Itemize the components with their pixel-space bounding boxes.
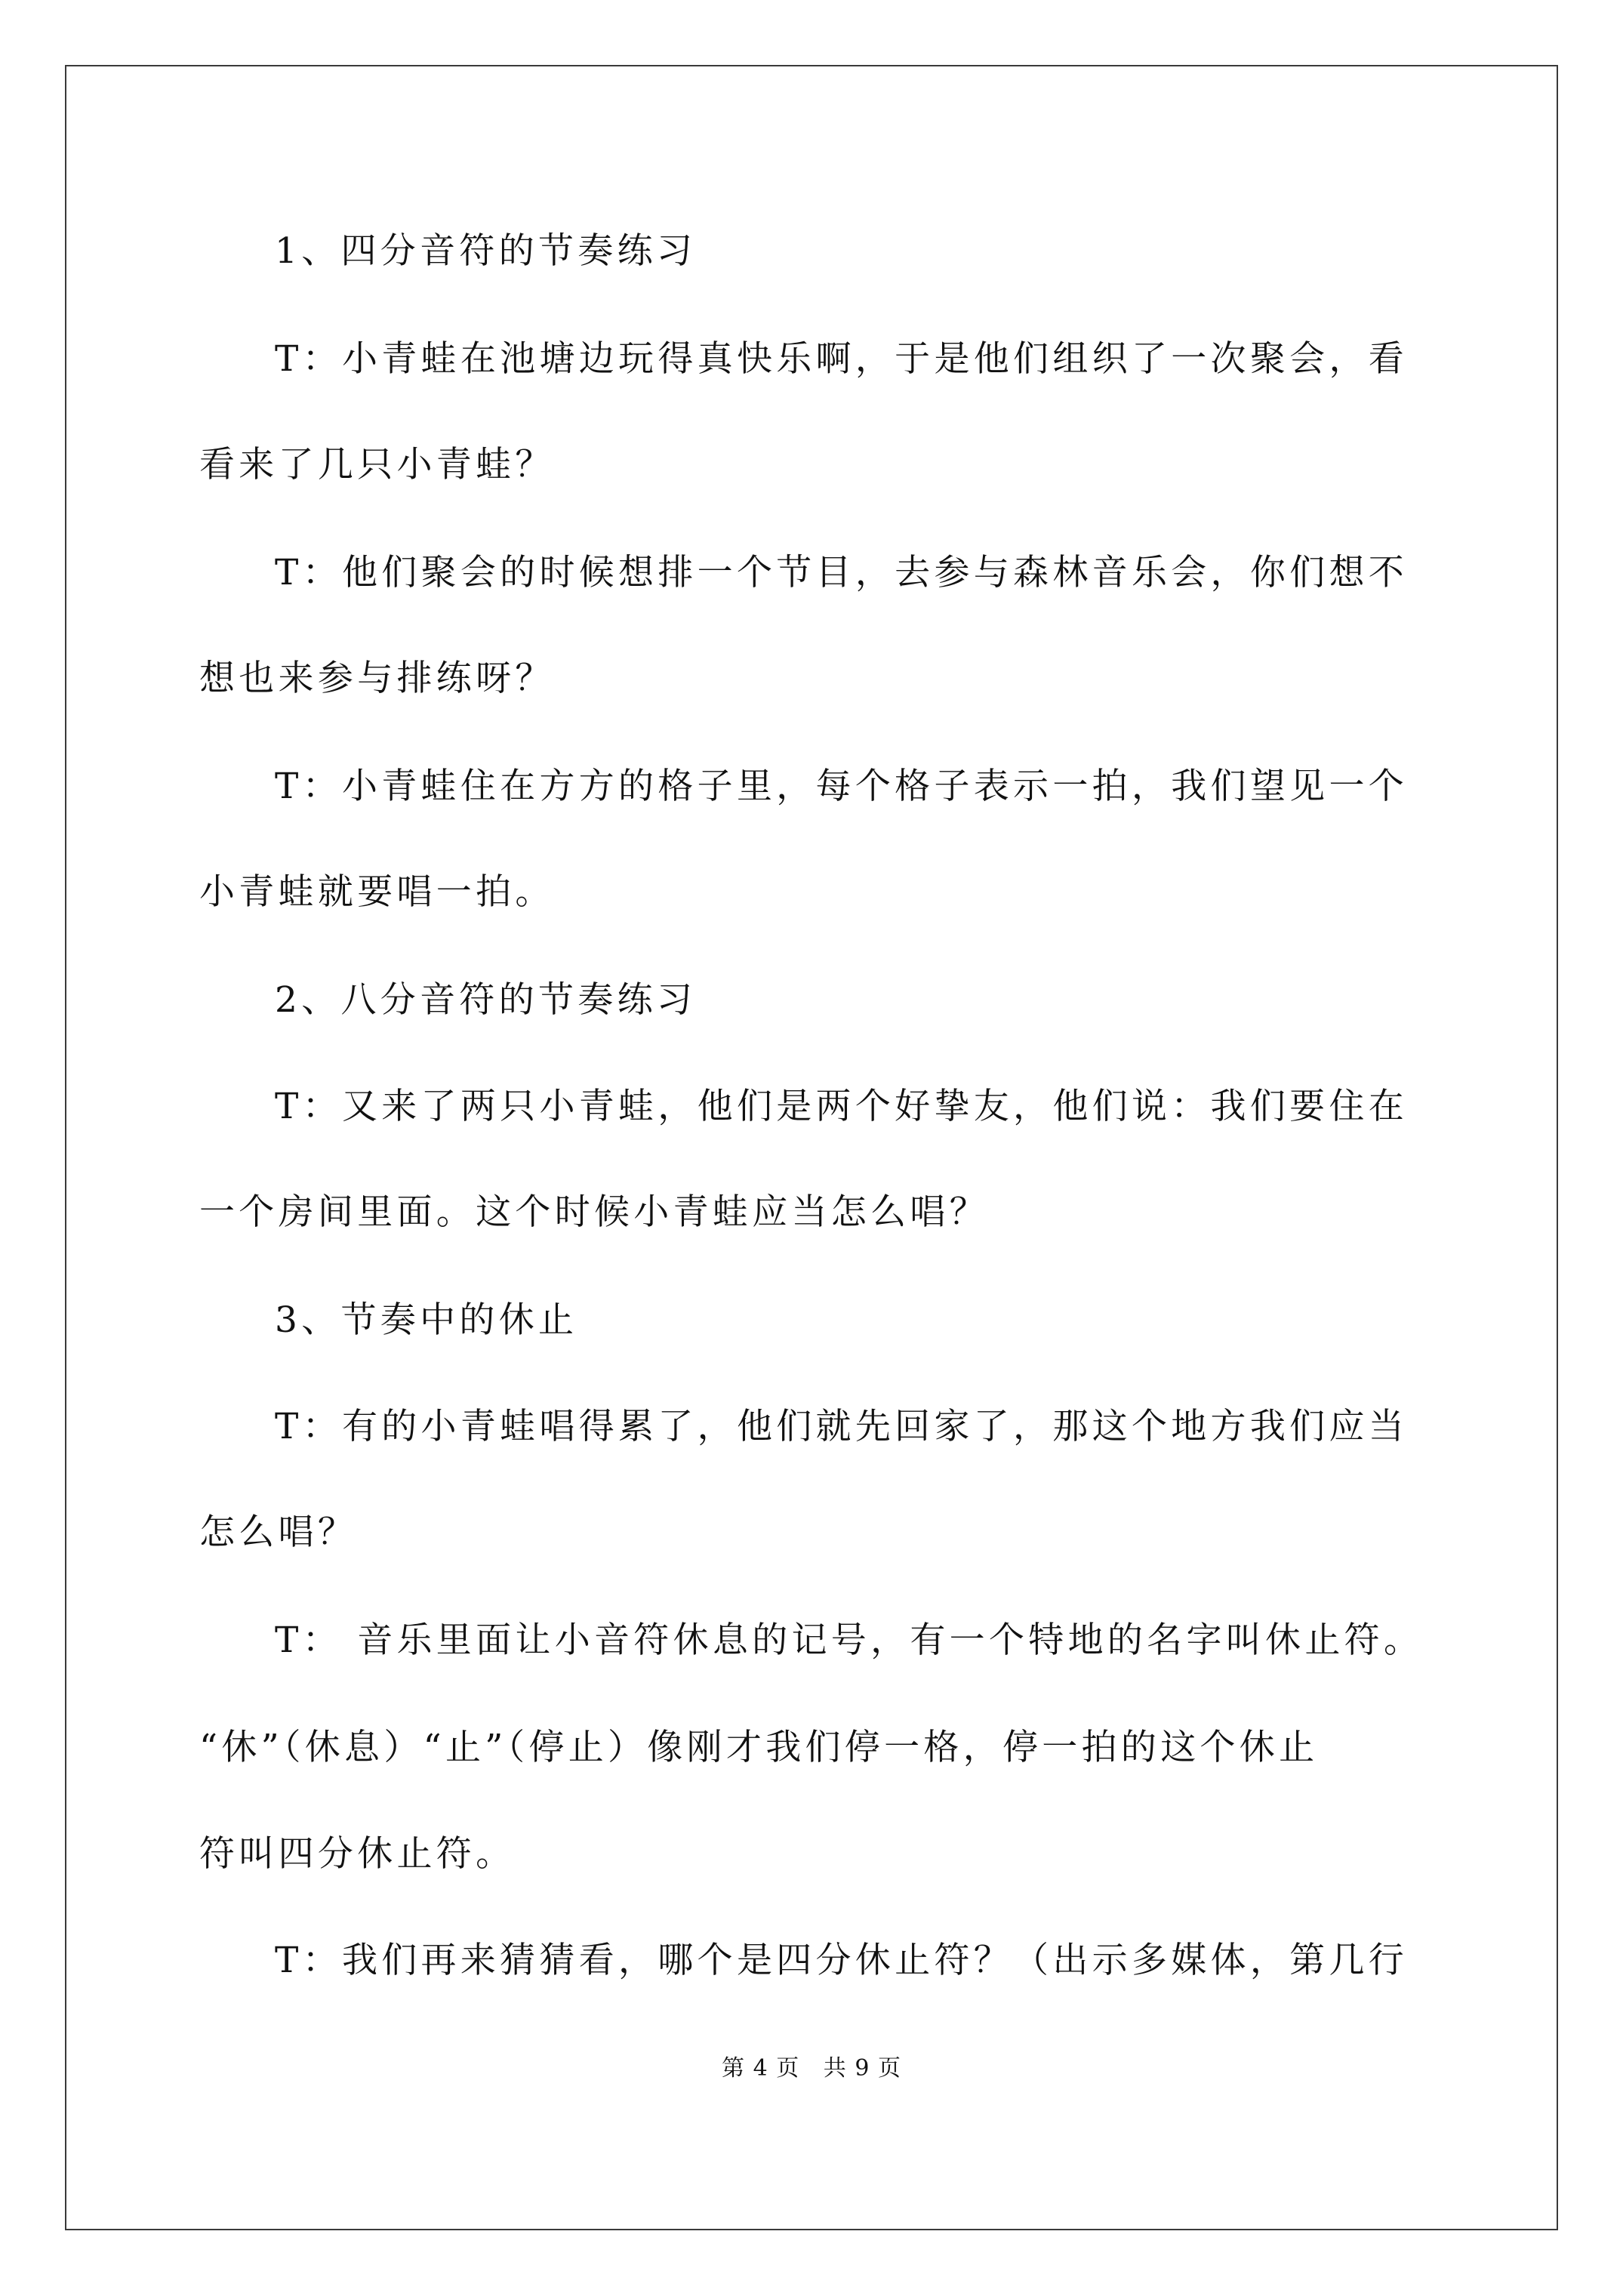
paragraph-line: 符叫四分休止符。: [199, 1833, 516, 1875]
paragraph-line: T： 音乐里面让小音符休息的记号，有一个特地的名字叫休止符。: [275, 1620, 1424, 1661]
section-heading: 2、八分音符的节奏练习: [275, 979, 697, 1021]
paragraph-line: 想也来参与排练呀？: [199, 658, 555, 699]
page-border: [65, 65, 1558, 2230]
paragraph-line: “休”（休息）“止”（停止）像刚才我们停一格，停一拍的这个休止: [199, 1727, 1319, 1768]
paragraph-line: 一个房间里面。这个时候小青蛙应当怎么唱？: [199, 1191, 989, 1233]
paragraph-line: T：小青蛙在池塘边玩得真快乐啊，于是他们组织了一次聚会，看: [275, 338, 1409, 380]
paragraph-line: 小青蛙就要唱一拍。: [199, 871, 555, 913]
paragraph-line: 看来了几只小青蛙？: [199, 444, 555, 485]
paragraph-line: T：小青蛙住在方方的格子里，每个格子表示一拍，我们望见一个: [275, 766, 1409, 807]
paragraph-line: T：又来了两只小青蛙，他们是两个好挚友，他们说：我们要住在: [275, 1086, 1409, 1127]
paragraph-line: T：有的小青蛙唱得累了，他们就先回家了，那这个地方我们应当: [275, 1406, 1409, 1447]
paragraph-line: T：他们聚会的时候想排一个节目，去参与森林音乐会，你们想不: [275, 552, 1409, 593]
section-heading: 3、节奏中的休止: [275, 1299, 578, 1341]
page-number-footer: 第 4 页 共 9 页: [722, 2055, 901, 2082]
section-heading: 1、四分音符的节奏练习: [275, 230, 697, 272]
paragraph-line: 怎么唱？: [199, 1512, 358, 1553]
paragraph-line: T：我们再来猜猜看，哪个是四分休止符？（出示多媒体，第几行: [275, 1940, 1409, 1981]
